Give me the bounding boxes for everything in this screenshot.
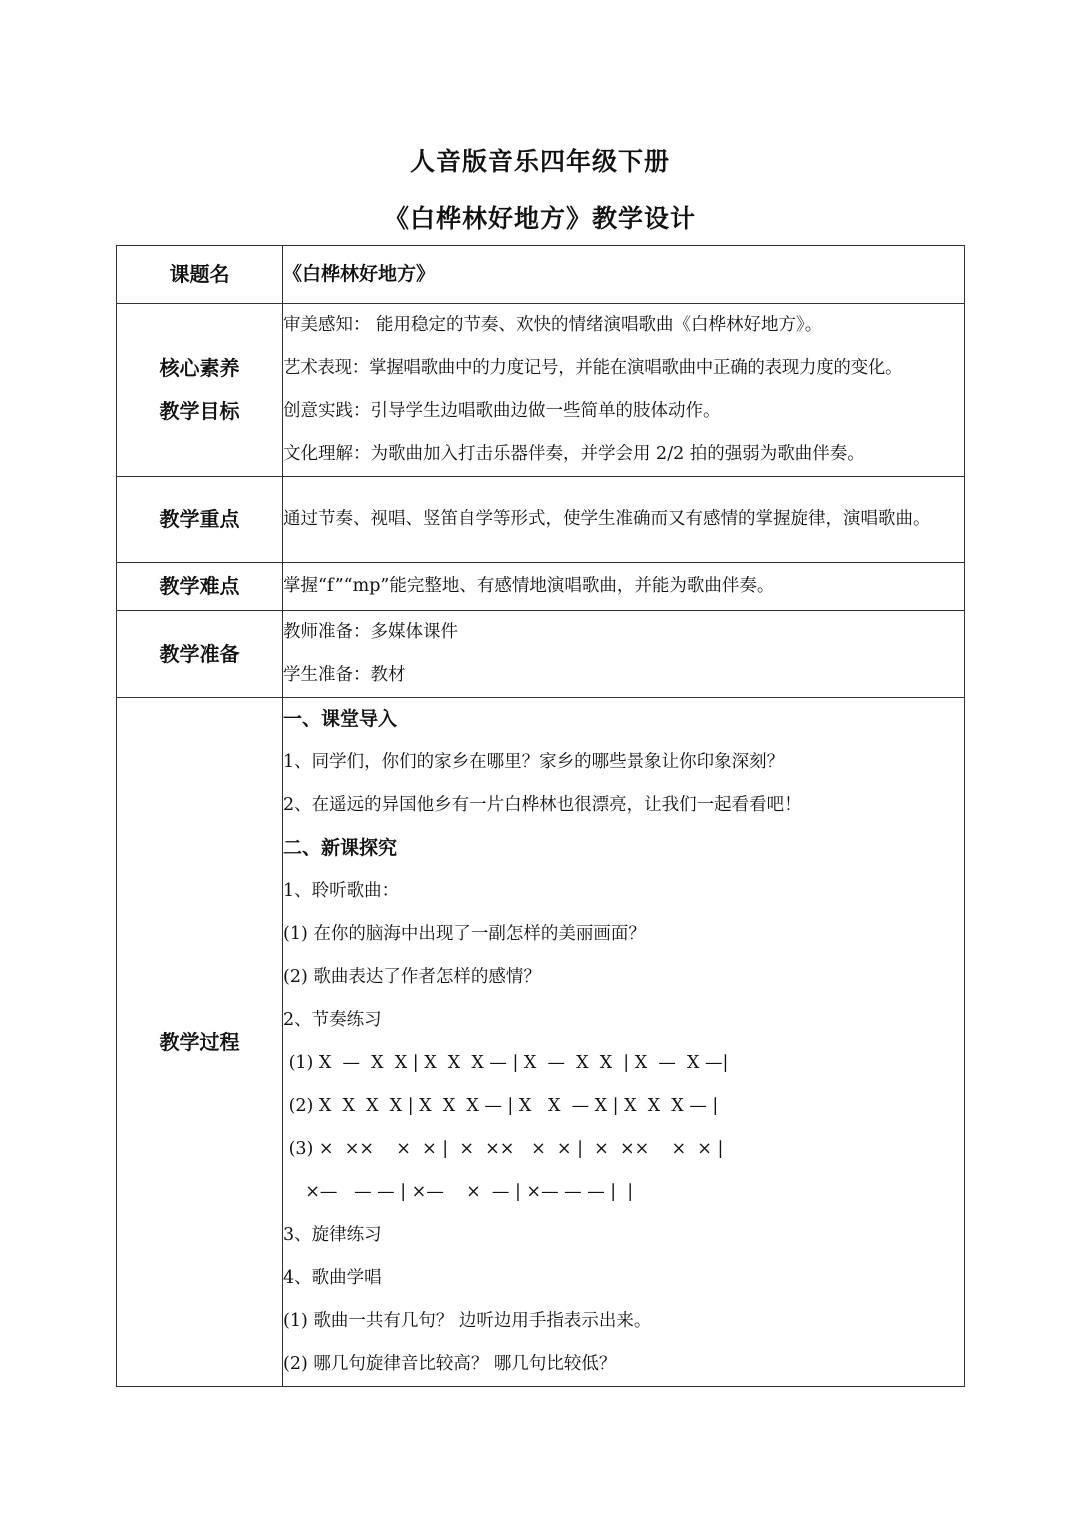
difficulties-content bbox=[283, 563, 965, 611]
difficulties-label: 教学难点 bbox=[117, 563, 283, 611]
topic-value bbox=[283, 246, 965, 304]
process-line: 4、歌曲学唱 bbox=[283, 1268, 382, 1288]
table-row bbox=[117, 477, 965, 563]
goals-label-line2: 教学目标 bbox=[159, 399, 240, 423]
key-points-text: 通过节奏、视唱、竖笛自学等形式，使学生准确而又有感情的掌握旋律，演唱歌曲。 bbox=[283, 509, 931, 529]
process-line: 3、旋律练习 bbox=[283, 1225, 382, 1245]
process-line: (1) 歌曲一共有几句？ 边听边用手指表示出来。 bbox=[283, 1311, 652, 1331]
section-heading: 一、课堂导入 bbox=[283, 708, 398, 730]
lesson-plan-table bbox=[116, 245, 965, 1387]
document-subtitle: 《白桦林好地方》教学设计 bbox=[383, 204, 696, 233]
goal-line: 艺术表现：掌握唱歌曲中的力度记号，并能在演唱歌曲中正确的表现力度的变化。 bbox=[283, 358, 903, 378]
goal-line: 文化理解：为歌曲加入打击乐器伴奏，并学会用 2/2 拍的强弱为歌曲伴奏。 bbox=[283, 444, 865, 464]
process-content bbox=[283, 698, 965, 1387]
goals-label bbox=[117, 304, 283, 477]
process-line: 2、在遥远的异国他乡有一片白桦林也很漂亮，让我们一起看看吧！ bbox=[283, 795, 802, 815]
table-row bbox=[117, 563, 965, 611]
table-row bbox=[117, 611, 965, 698]
key-points-label: 教学重点 bbox=[117, 477, 283, 563]
process-line: 1、同学们，你们的家乡在哪里？家乡的哪些景象让你印象深刻？ bbox=[283, 752, 785, 772]
difficulties-text: 掌握“f”“mp”能完整地、有感情地演唱歌曲，并能为歌曲伴奏。 bbox=[283, 576, 775, 596]
process-line: 2、节奏练习 bbox=[283, 1010, 382, 1030]
table-row bbox=[117, 246, 965, 304]
topic-label: 课题名 bbox=[117, 246, 283, 304]
section-heading: 二、新课探究 bbox=[283, 837, 398, 859]
document-title: 人音版音乐四年级下册 bbox=[409, 147, 670, 176]
goal-line: 创意实践：引导学生边唱歌曲边做一些简单的肢体动作。 bbox=[283, 401, 721, 421]
preparation-content bbox=[283, 611, 965, 698]
process-line: (2) 哪几句旋律音比较高？ 哪几句比较低？ bbox=[283, 1354, 617, 1374]
process-line: (1) 在你的脑海中出现了一副怎样的美丽画面？ bbox=[283, 924, 646, 944]
goals-content bbox=[283, 304, 965, 477]
rhythm-line: ×— — — | ×— × — | ×— — — | | bbox=[283, 1182, 634, 1202]
rhythm-line: (2) X X X X | X X X — | X X — X | X X X — | bbox=[283, 1096, 719, 1116]
preparation-line: 学生准备：教材 bbox=[283, 665, 406, 685]
preparation-label: 教学准备 bbox=[117, 611, 283, 698]
table-row bbox=[117, 698, 965, 1387]
goals-label-line1: 核心素养 bbox=[159, 356, 240, 380]
rhythm-line: (1) X — X X | X X X — | X — X X | X — X —| bbox=[283, 1053, 729, 1073]
goal-line: 审美感知： 能用稳定的节奏、欢快的情绪演唱歌曲《白桦林好地方》。 bbox=[283, 315, 823, 335]
table-row bbox=[117, 304, 965, 477]
process-label: 教学过程 bbox=[117, 698, 283, 1387]
process-line: (2) 歌曲表达了作者怎样的感情？ bbox=[283, 967, 541, 987]
process-line: 1、聆听歌曲： bbox=[283, 881, 400, 901]
key-points-content bbox=[283, 477, 965, 563]
topic-title-text: 《白桦林好地方》 bbox=[283, 263, 436, 285]
rhythm-line: (3) × ×× × × | × ×× × × | × ×× × × | bbox=[283, 1139, 724, 1159]
preparation-line: 教师准备：多媒体课件 bbox=[283, 622, 458, 642]
